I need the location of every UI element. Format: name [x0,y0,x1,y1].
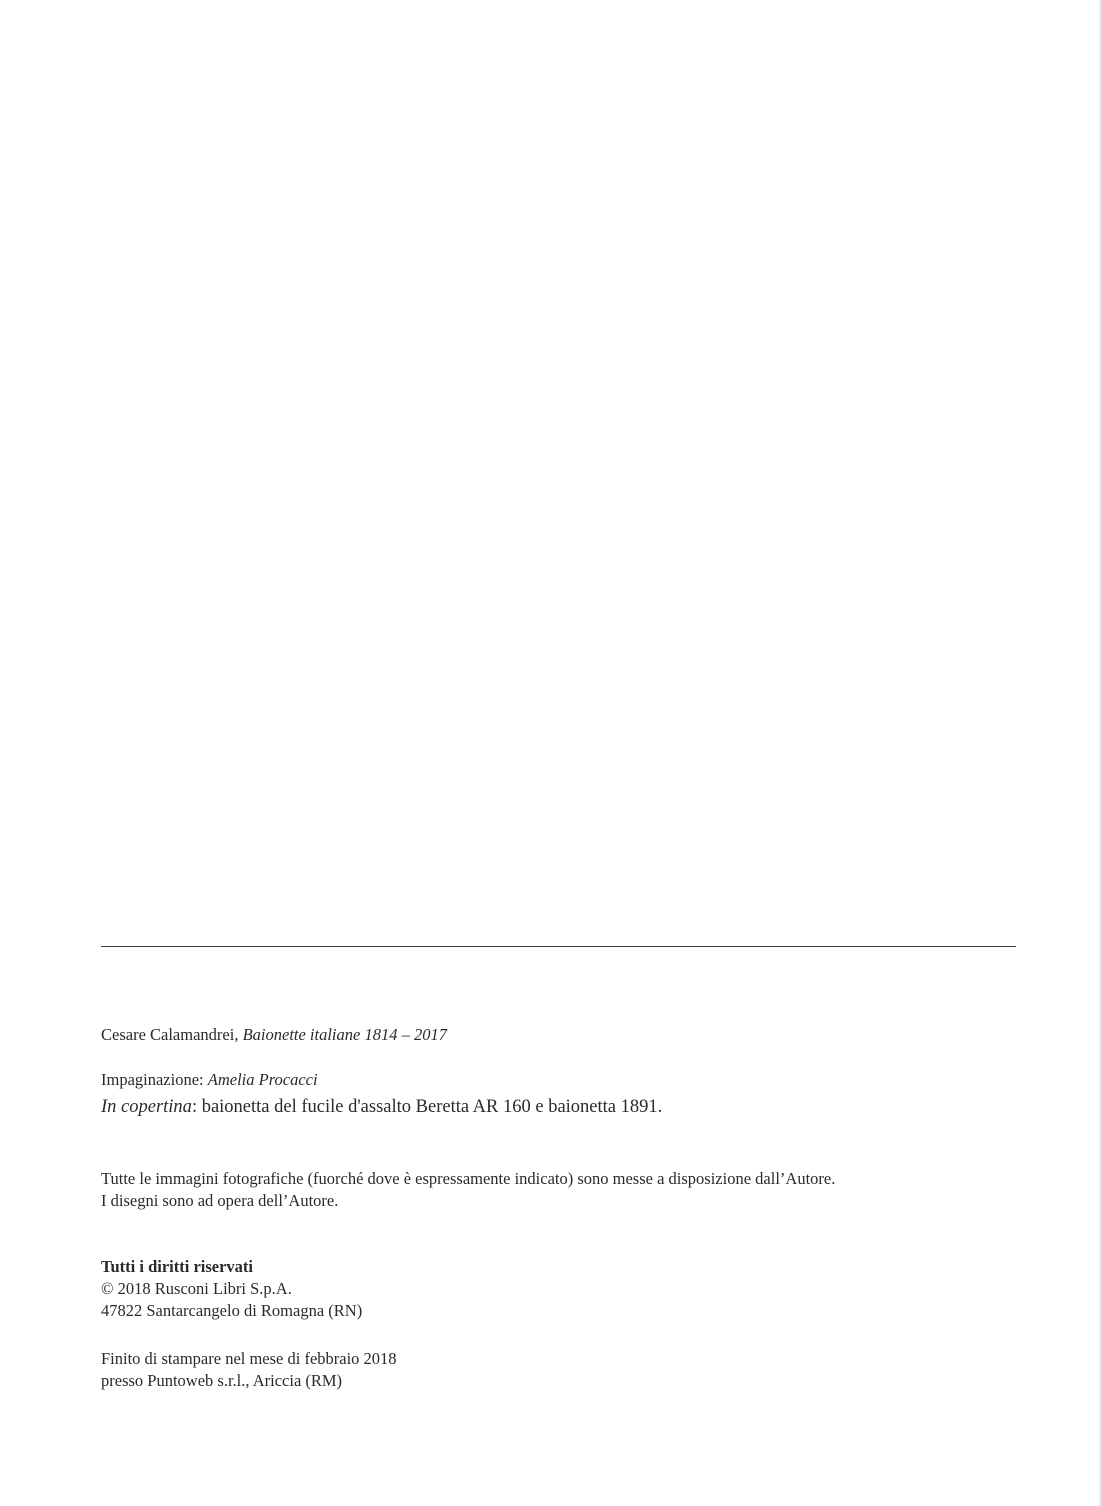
printing-date: Finito di stampare nel mese di febbraio 2018 [101,1349,397,1368]
horizontal-rule [101,946,1016,947]
author-name: Cesare Calamandrei, [101,1025,243,1044]
layout-label: Impaginazione: [101,1070,208,1089]
printer-name: presso Puntoweb s.r.l., Ariccia (RM) [101,1371,343,1390]
layout-credit [101,1069,318,1091]
cover-description: : baionetta del fucile d'assalto Beretta AR 160 e baionetta 1891. [191,1097,663,1117]
rights-block [101,1256,362,1322]
rights-heading: Tutti i diritti riservati [101,1257,253,1276]
images-note [101,1168,835,1212]
book-credit [101,1024,447,1046]
publisher-address: 47822 Santarcangelo di Romagna (RN) [101,1301,363,1320]
printing-info [101,1348,397,1392]
copyright-line: © 2018 Rusconi Libri S.p.A. [101,1279,292,1298]
layout-designer: Amelia Procacci [207,1070,318,1089]
cover-credit [101,1096,662,1118]
drawings-note-line: I disegni sono ad opera dell’Autore. [101,1191,339,1210]
cover-label: In copertina [101,1097,192,1117]
book-title: Baionette italiane 1814 – 2017 [242,1025,447,1044]
images-note-line: Tutte le immagini fotografiche (fuorché dove è espressamente indicato) sono messe a disposizione dall’Autore. [101,1169,836,1188]
